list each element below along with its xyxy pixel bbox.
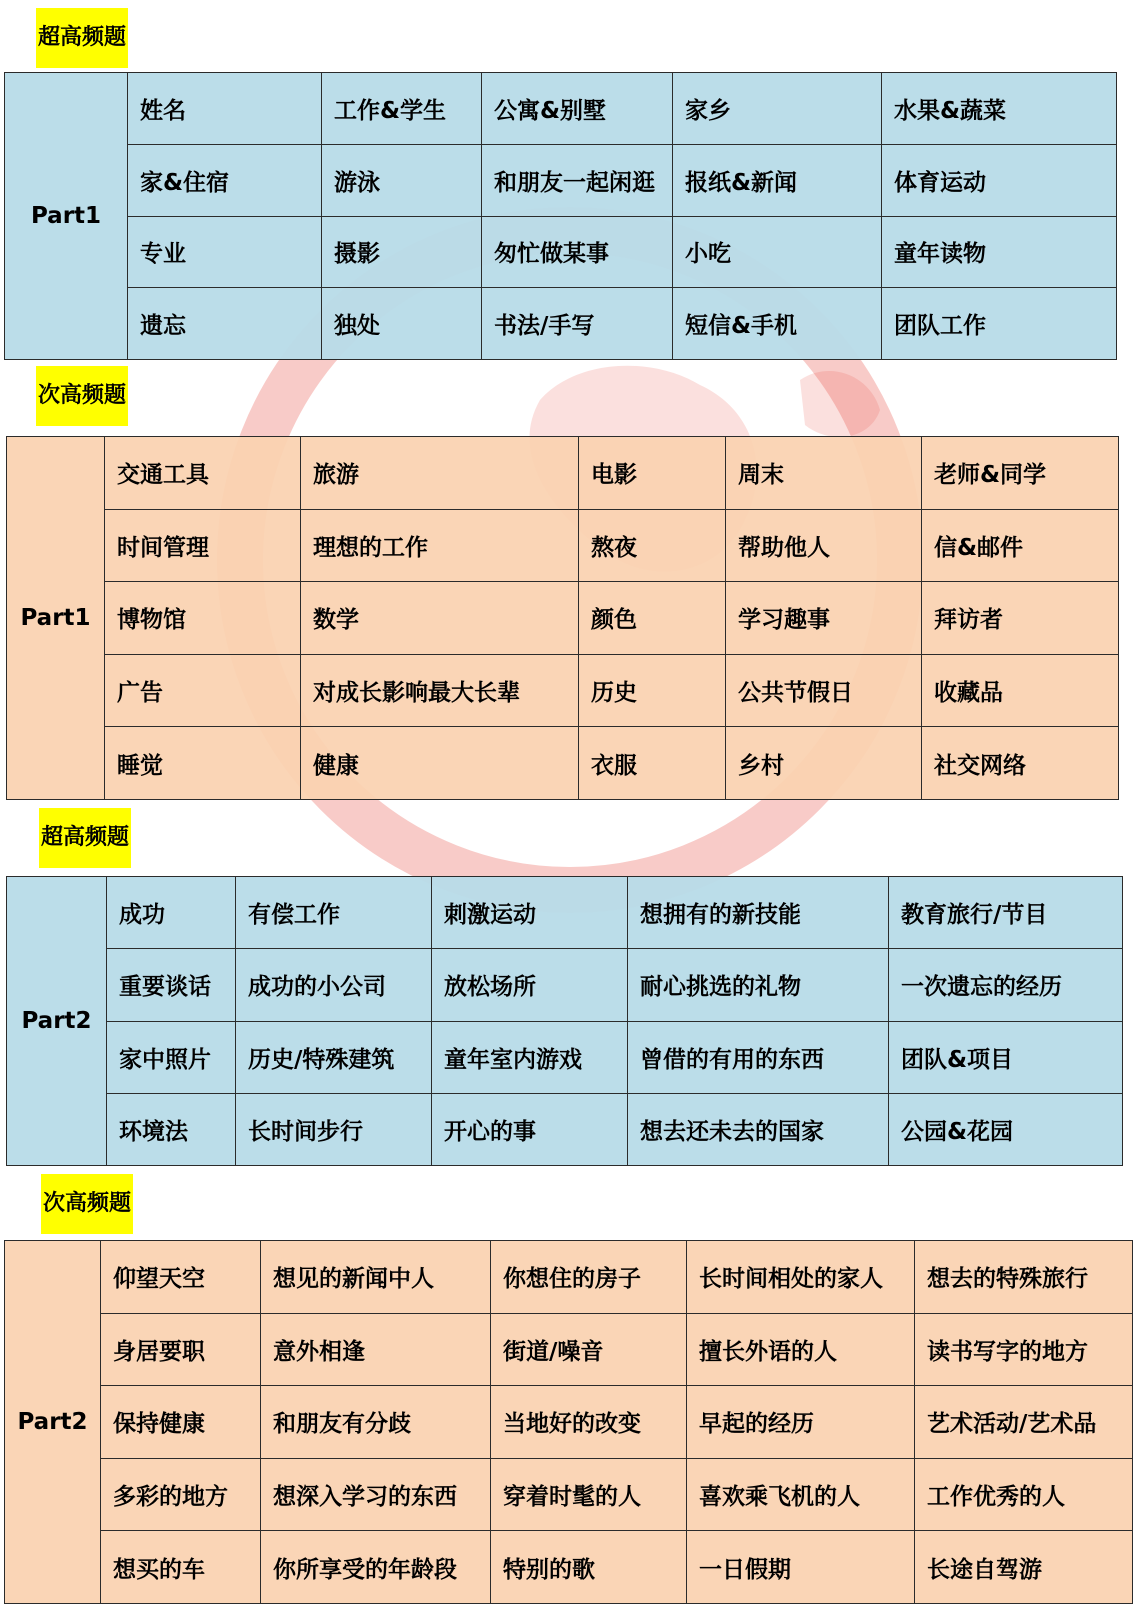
table-cell: 团队&项目 — [889, 1021, 1123, 1093]
table-cell: 成功的小公司 — [236, 949, 432, 1021]
table-cell: 专业 — [128, 216, 322, 288]
table-row — [5, 144, 1117, 216]
table-cell: 时间管理 — [105, 509, 301, 582]
table-cell: 一次遗忘的经历 — [889, 949, 1123, 1021]
table-cell: 颜色 — [579, 582, 726, 655]
table-cell: 团队工作 — [882, 288, 1117, 360]
table-row — [7, 582, 1119, 655]
table-cell: 收藏品 — [922, 654, 1119, 727]
table-cell: 遗忘 — [128, 288, 322, 360]
table-cell: 童年读物 — [882, 216, 1117, 288]
table-cell: 姓名 — [128, 73, 322, 145]
table-cell: 街道/噪音 — [491, 1313, 687, 1386]
table-cell: 刺激运动 — [432, 877, 628, 949]
table-cell: 保持健康 — [101, 1386, 261, 1459]
table-cell: 信&邮件 — [922, 509, 1119, 582]
table-row — [7, 437, 1119, 510]
table-row — [7, 509, 1119, 582]
table-cell: 小吃 — [673, 216, 882, 288]
table-cell: 身居要职 — [101, 1313, 261, 1386]
table-cell: 放松场所 — [432, 949, 628, 1021]
table-cell: 工作&学生 — [322, 73, 482, 145]
table-cell: 交通工具 — [105, 437, 301, 510]
section-4-table — [4, 1240, 1132, 1604]
table-row — [5, 1241, 1133, 1314]
table-cell: 家中照片 — [107, 1021, 236, 1093]
table-cell: 擅长外语的人 — [687, 1313, 915, 1386]
table-cell: 长时间步行 — [236, 1093, 432, 1165]
table-cell: 报纸&新闻 — [673, 144, 882, 216]
table-cell: 想拥有的新技能 — [628, 877, 889, 949]
table-cell: 电影 — [579, 437, 726, 510]
section-3-label: 超高频题 — [39, 808, 131, 868]
table-cell: 帮助他人 — [726, 509, 922, 582]
part-label: Part2 — [7, 877, 107, 1166]
table-cell: 艺术活动/艺术品 — [915, 1386, 1133, 1459]
table-cell: 熬夜 — [579, 509, 726, 582]
part-label: Part2 — [5, 1241, 101, 1604]
table-cell: 水果&蔬菜 — [882, 73, 1117, 145]
table-cell: 健康 — [301, 727, 579, 800]
table-cell: 书法/手写 — [482, 288, 673, 360]
table-row — [7, 877, 1123, 949]
table-cell: 当地好的改变 — [491, 1386, 687, 1459]
table-cell: 学习趣事 — [726, 582, 922, 655]
table-cell: 对成长影响最大长辈 — [301, 654, 579, 727]
table-row — [5, 73, 1117, 145]
table-cell: 特别的歌 — [491, 1531, 687, 1604]
table-cell: 旅游 — [301, 437, 579, 510]
table-cell: 你所享受的年龄段 — [261, 1531, 491, 1604]
table-row — [5, 1458, 1133, 1531]
table-cell: 成功 — [107, 877, 236, 949]
table-cell: 曾借的有用的东西 — [628, 1021, 889, 1093]
table-cell: 睡觉 — [105, 727, 301, 800]
table-cell: 一日假期 — [687, 1531, 915, 1604]
table-cell: 游泳 — [322, 144, 482, 216]
table-cell: 公寓&别墅 — [482, 73, 673, 145]
table-row — [5, 1313, 1133, 1386]
table-cell: 历史/特殊建筑 — [236, 1021, 432, 1093]
table-cell: 公共节假日 — [726, 654, 922, 727]
table-row — [5, 288, 1117, 360]
table-cell: 你想住的房子 — [491, 1241, 687, 1314]
table-row — [7, 654, 1119, 727]
table-cell: 早起的经历 — [687, 1386, 915, 1459]
table-cell: 乡村 — [726, 727, 922, 800]
table-cell: 衣服 — [579, 727, 726, 800]
table-cell: 短信&手机 — [673, 288, 882, 360]
table-row — [7, 1093, 1123, 1165]
part-label: Part1 — [7, 437, 105, 800]
table-cell: 意外相逢 — [261, 1313, 491, 1386]
table-cell: 喜欢乘飞机的人 — [687, 1458, 915, 1531]
table-cell: 教育旅行/节目 — [889, 877, 1123, 949]
table-row — [7, 949, 1123, 1021]
section-1-table — [4, 72, 1116, 360]
table-cell: 想去的特殊旅行 — [915, 1241, 1133, 1314]
table-row — [5, 216, 1117, 288]
table-cell: 和朋友一起闲逛 — [482, 144, 673, 216]
section-2-table — [6, 436, 1118, 800]
table-cell: 耐心挑选的礼物 — [628, 949, 889, 1021]
table-cell: 家&住宿 — [128, 144, 322, 216]
table-cell: 老师&同学 — [922, 437, 1119, 510]
table-cell: 长时间相处的家人 — [687, 1241, 915, 1314]
table-cell: 广告 — [105, 654, 301, 727]
table-row — [7, 1021, 1123, 1093]
table-cell: 公园&花园 — [889, 1093, 1123, 1165]
table-cell: 社交网络 — [922, 727, 1119, 800]
table-cell: 家乡 — [673, 73, 882, 145]
table-cell: 想见的新闻中人 — [261, 1241, 491, 1314]
table-cell: 想买的车 — [101, 1531, 261, 1604]
table-cell: 拜访者 — [922, 582, 1119, 655]
table-cell: 多彩的地方 — [101, 1458, 261, 1531]
section-1-label: 超高频题 — [36, 8, 128, 68]
table-cell: 环境法 — [107, 1093, 236, 1165]
table-row — [5, 1386, 1133, 1459]
table-cell: 开心的事 — [432, 1093, 628, 1165]
table-cell: 体育运动 — [882, 144, 1117, 216]
table-cell: 工作优秀的人 — [915, 1458, 1133, 1531]
part-label: Part1 — [5, 73, 128, 360]
section-4-label: 次高频题 — [41, 1174, 133, 1234]
table-cell: 数学 — [301, 582, 579, 655]
table-cell: 理想的工作 — [301, 509, 579, 582]
table-cell: 周末 — [726, 437, 922, 510]
table-cell: 匆忙做某事 — [482, 216, 673, 288]
section-3-table — [6, 876, 1122, 1166]
section-2-label: 次高频题 — [36, 366, 128, 426]
table-cell: 仰望天空 — [101, 1241, 261, 1314]
table-cell: 重要谈话 — [107, 949, 236, 1021]
table-cell: 有偿工作 — [236, 877, 432, 949]
table-cell: 读书写字的地方 — [915, 1313, 1133, 1386]
table-cell: 博物馆 — [105, 582, 301, 655]
table-row — [5, 1531, 1133, 1604]
table-cell: 童年室内游戏 — [432, 1021, 628, 1093]
table-cell: 独处 — [322, 288, 482, 360]
table-cell: 长途自驾游 — [915, 1531, 1133, 1604]
table-cell: 想深入学习的东西 — [261, 1458, 491, 1531]
table-cell: 历史 — [579, 654, 726, 727]
table-cell: 和朋友有分歧 — [261, 1386, 491, 1459]
table-cell: 穿着时髦的人 — [491, 1458, 687, 1531]
table-cell: 摄影 — [322, 216, 482, 288]
table-row — [7, 727, 1119, 800]
table-cell: 想去还未去的国家 — [628, 1093, 889, 1165]
